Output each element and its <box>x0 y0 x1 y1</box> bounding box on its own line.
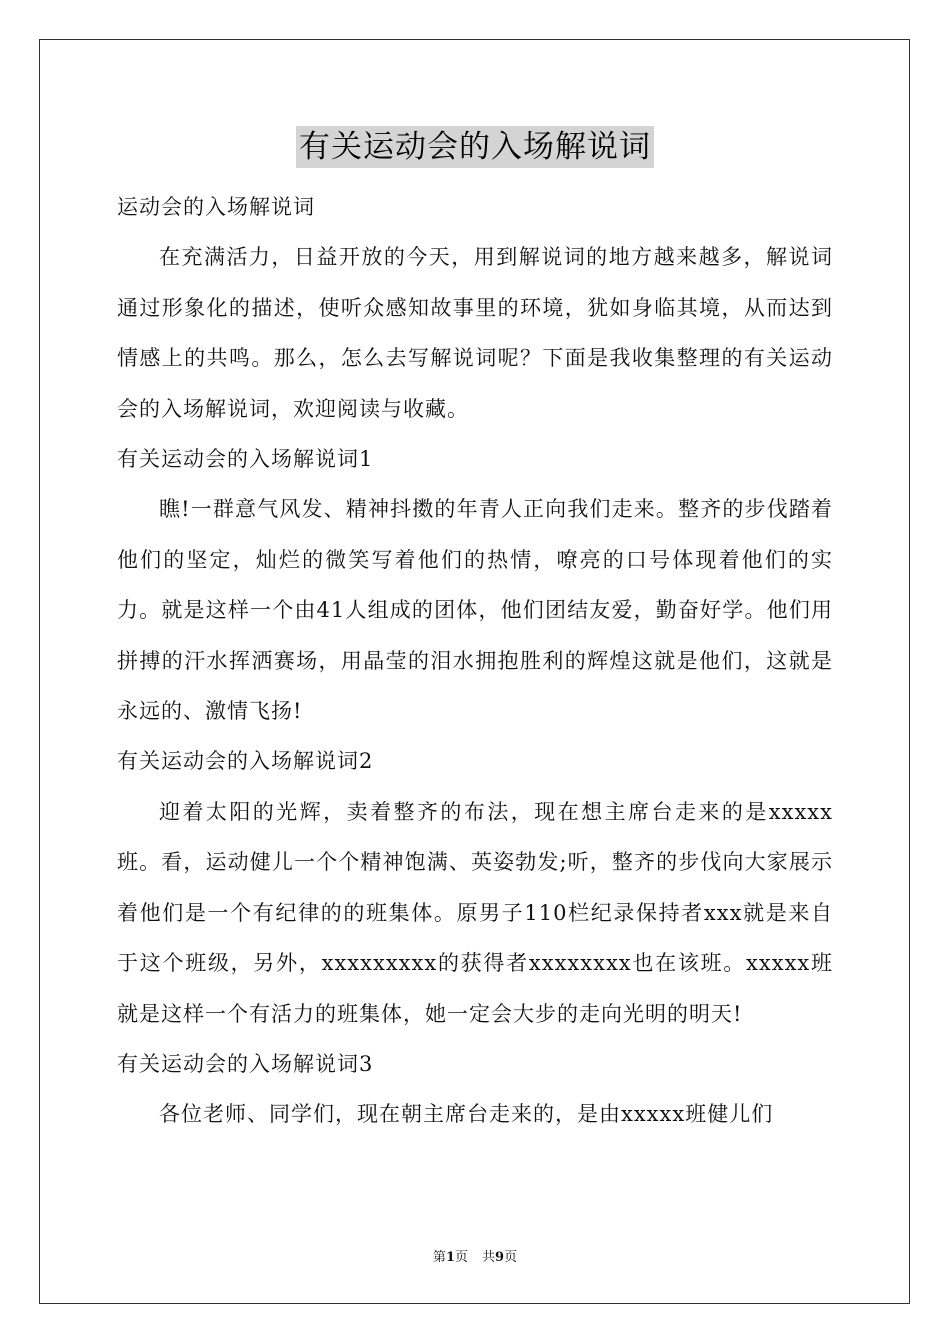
section-paragraph: 各位老师、同学们，现在朝主席台走来的，是由xxxxx班健儿们 <box>159 1102 774 1127</box>
section-heading: 有关运动会的入场解说词3 <box>117 1051 374 1076</box>
section-paragraph: 瞧!一群意气风发、精神抖擞的年青人正向我们走来。整齐的步伐踏着他们的坚定，灿烂的微笑写着他们的热情，嘹亮的口号体现着他们的实力。就是这样一个由41人组成的团体，他们团结友爱，勤奋好学。他们用拼搏的汗水挥洒赛场，用晶莹的泪水拥抱胜利的辉煌这就是他们，这就是永远的、激情飞扬! <box>117 497 833 724</box>
page-footer <box>0 1246 950 1265</box>
intro-paragraph: 在充满活力，日益开放的今天，用到解说词的地方越来越多，解说词通过形象化的描述，使听众感知故事里的环境，犹如身临其境，从而达到情感上的共鸣。那么，怎么去写解说词呢？下面是我收集整理的有关运动会的入场解说词，欢迎阅读与收藏。 <box>117 245 833 421</box>
page-number: 1 <box>445 1250 455 1265</box>
section-heading: 有关运动会的入场解说词1 <box>117 447 374 472</box>
section-paragraph: 迎着太阳的光辉，卖着整齐的布法，现在想主席台走来的是xxxxx班。看，运动健儿一个个精神饱满、英姿勃发;听，整齐的步伐向大家展示着他们是一个有纪律的的班集体。原男子110栏纪录保持者xxx就是来自于这个班级，另外，xxxxxxxxx的获得者xxxxxxxx也在该班。xxxxx班就是这样一个有活力的班集体，她一定会大步的走向光明的明天! <box>117 799 833 1026</box>
total-suffix: 页 <box>504 1250 518 1265</box>
document-title: 有关运动会的入场解说词 <box>296 126 654 168</box>
section-heading: 有关运动会的入场解说词2 <box>117 749 374 774</box>
title-container <box>0 126 950 168</box>
page-prefix: 第 <box>432 1250 446 1265</box>
document-body <box>117 182 833 1140</box>
document-subtitle: 运动会的入场解说词 <box>117 195 315 219</box>
total-pages: 9 <box>495 1250 505 1265</box>
total-prefix: 共 <box>482 1250 496 1265</box>
page-suffix: 页 <box>454 1250 468 1265</box>
